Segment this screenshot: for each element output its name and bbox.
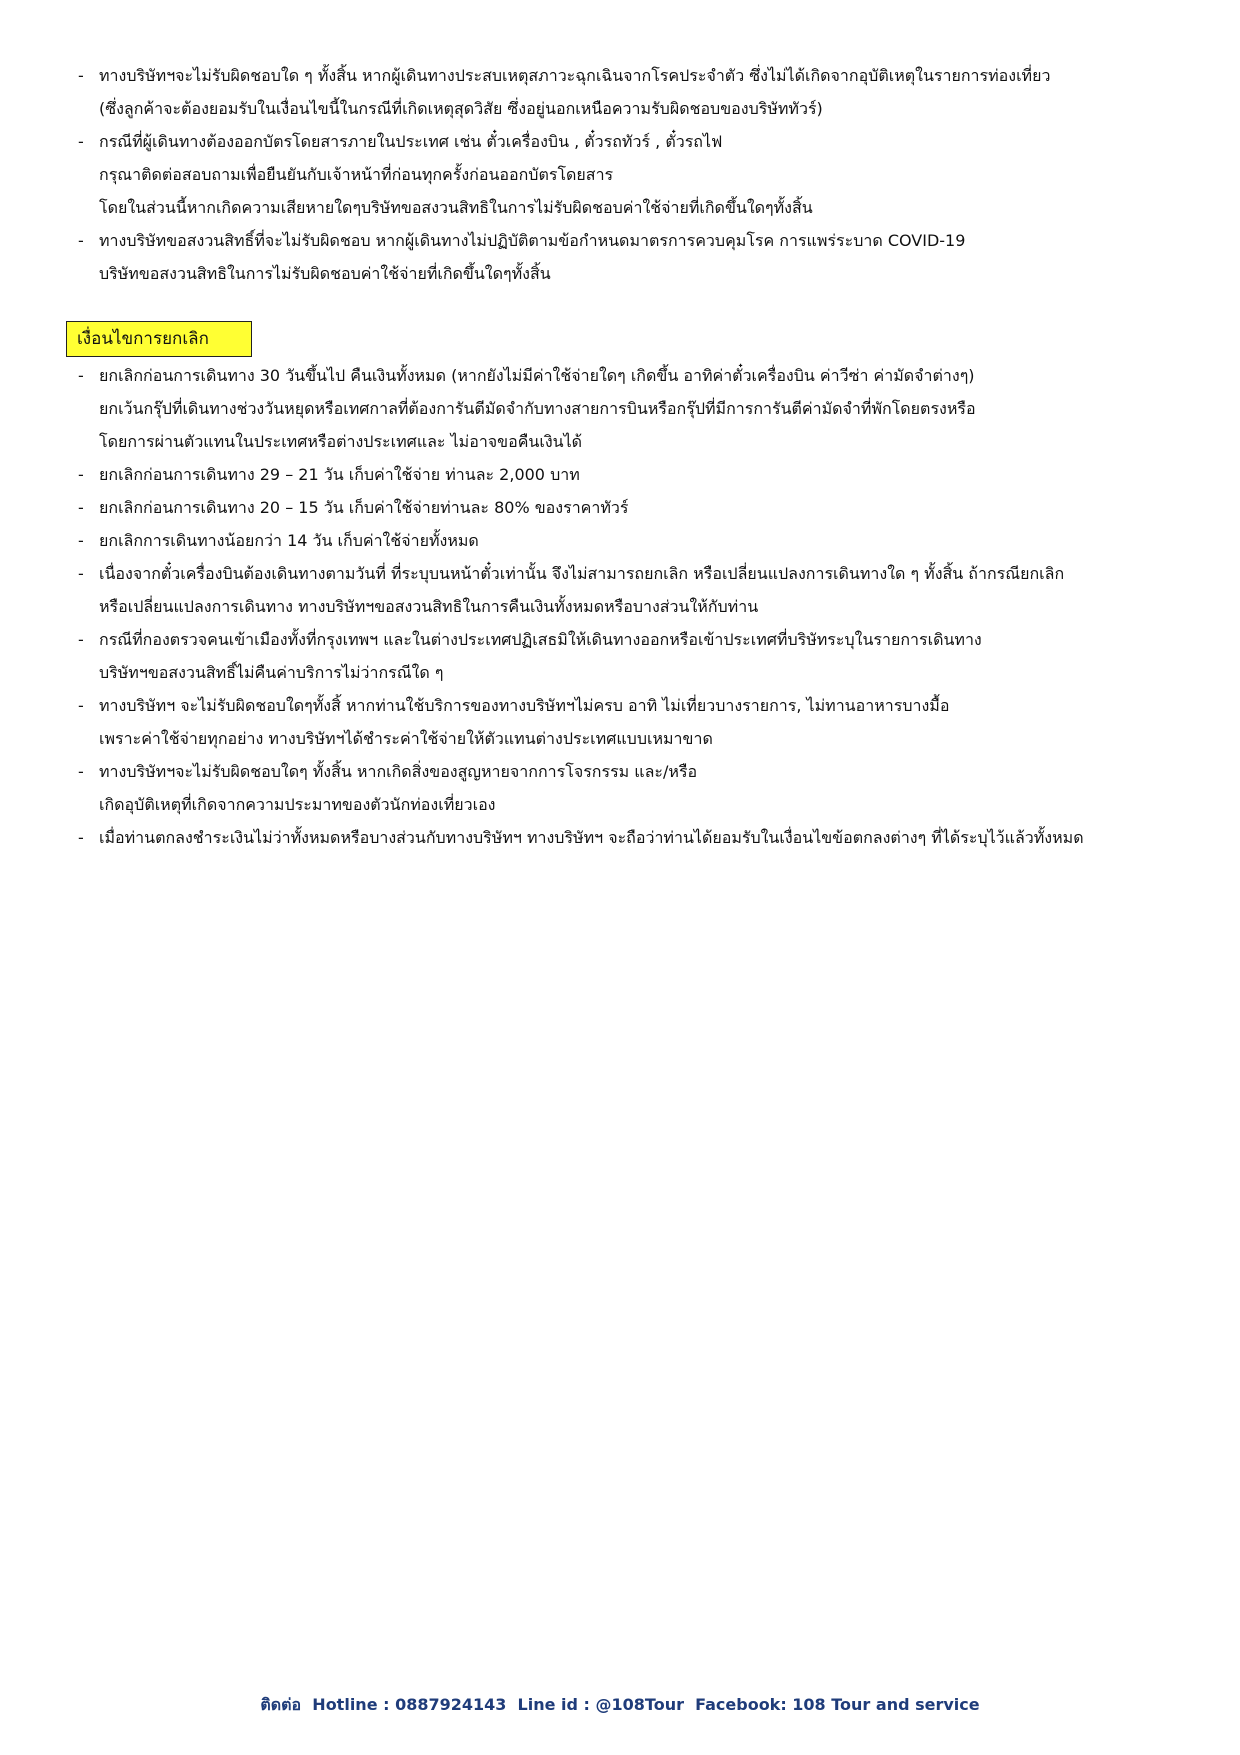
bullet-dash: - [78,531,84,550]
term-line: ยกเลิกก่อนการเดินทาง 30 วันขึ้นไป คืนเงินทั้งหมด (หากยังไม่มีค่าใช้จ่ายใดๆ เกิดขึ้น อาทิค่าตั๋วเครื่องบิน ค่าวีซ่า ค่ามัดจำต่างๆ) [99,366,975,385]
cancellation-terms-list [78,359,1178,854]
term-item [78,458,1178,491]
bullet-dash: - [78,366,84,385]
term-line: ทางบริษัทฯ จะไม่รับผิดชอบใดๆทั้งสิ้ หากท่านใช้บริการของทางบริษัทฯไม่ครบ อาทิ ไม่เที่ยวบางรายการ, ไม่ทานอาหารบางมื้อ [99,696,950,715]
term-item [78,524,1178,557]
bullet-dash: - [78,564,84,583]
term-line: ยกเลิกการเดินทางน้อยกว่า 14 วัน เก็บค่าใช้จ่ายทั้งหมด [99,531,479,550]
term-item [78,359,1178,458]
term-item [78,689,1178,755]
term-item [78,623,1178,689]
term-line: บริษัทขอสงวนสิทธิในการไม่รับผิดชอบค่าใช้จ่ายที่เกิดขึ้นใดๆทั้งสิ้น [99,264,551,283]
bullet-dash: - [78,762,84,781]
term-line: ยกเลิกก่อนการเดินทาง 29 – 21 วัน เก็บค่าใช้จ่าย ท่านละ 2,000 บาท [99,465,580,484]
term-line: ยกเลิกก่อนการเดินทาง 20 – 15 วัน เก็บค่าใช้จ่ายท่านละ 80% ของราคาทัวร์ [99,498,629,517]
term-line: ทางบริษัทขอสงวนสิทธิ์ที่จะไม่รับผิดชอบ หากผู้เดินทางไม่ปฏิบัติตามข้อกำหนดมาตรการควบคุมโรค การแพร่ระบาด COVID-19 [99,231,966,250]
bullet-dash: - [78,132,84,151]
term-line: เกิดอุบัติเหตุที่เกิดจากความประมาทของตัวนักท่องเที่ยวเอง [99,795,496,814]
contact-footer: ติดต่อ Hotline : 0887924143 Line id : @108Tour Facebook: 108 Tour and service [260,1695,980,1714]
term-item [78,491,1178,524]
term-line: เนื่องจากตั๋วเครื่องบินต้องเดินทางตามวันที่ ที่ระบุบนหน้าตั๋วเท่านั้น จึงไม่สามารถยกเลิก หรือเปลี่ยนแปลงการเดินทางใด ๆ ทั้งสิ้น ถ้ากรณียกเลิก [99,564,1065,583]
term-line: โดยในส่วนนี้หากเกิดความเสียหายใดๆบริษัทขอสงวนสิทธิในการไม่รับผิดชอบค่าใช้จ่ายที่เกิดขึ้นใดๆทั้งสิ้น [99,198,813,217]
term-line: (ซึ่งลูกค้าจะต้องยอมรับในเงื่อนไขนี้ในกรณีที่เกิดเหตุสุดวิสัย ซึ่งอยู่นอกเหนือความรับผิดชอบของบริษัททัวร์) [99,99,823,118]
cancellation-heading: เงื่อนไขการยกเลิก [66,321,252,357]
term-line: กรณีที่กองตรวจคนเข้าเมืองทั้งที่กรุงเทพฯ และในต่างประเทศปฏิเสธมิให้เดินทางออกหรือเข้าประเทศที่บริษัทระบุในรายการเดินทาง [99,630,982,649]
term-line: เพราะค่าใช้จ่ายทุกอย่าง ทางบริษัทฯได้ชำระค่าใช้จ่ายให้ตัวแทนต่างประเทศแบบเหมาขาด [99,729,713,748]
top-terms-list [78,59,1178,290]
bullet-dash: - [78,630,84,649]
term-line: หรือเปลี่ยนแปลงการเดินทาง ทางบริษัทฯขอสงวนสิทธิในการคืนเงินทั้งหมดหรือบางส่วนให้กับท่าน [99,597,759,616]
bullet-dash: - [78,231,84,250]
term-line: กรณีที่ผู้เดินทางต้องออกบัตรโดยสารภายในประเทศ เช่น ตั๋วเครื่องบิน , ตั๋วรถทัวร์ , ตั๋วรถไฟ [99,132,723,151]
term-line: โดยการผ่านตัวแทนในประเทศหรือต่างประเทศและ ไม่อาจขอคืนเงินได้ [99,432,583,451]
term-item [78,224,1178,290]
term-line: ยกเว้นกรุ๊ปที่เดินทางช่วงวันหยุดหรือเทศกาลที่ต้องการันตีมัดจำกับทางสายการบินหรือกรุ๊ปที่มีการการันตีค่ามัดจำที่พักโดยตรงหรือ [99,399,976,418]
bullet-dash: - [78,828,84,847]
term-item [78,557,1178,623]
bullet-dash: - [78,696,84,715]
term-line: ทางบริษัทฯจะไม่รับผิดชอบใดๆ ทั้งสิ้น หากเกิดสิ่งของสูญหายจากการโจรกรรม และ/หรือ [99,762,698,781]
term-line: กรุณาติดต่อสอบถามเพื่อยืนยันกับเจ้าหน้าที่ก่อนทุกครั้งก่อนออกบัตรโดยสาร [99,165,614,184]
term-item [78,755,1178,821]
term-line: ทางบริษัทฯจะไม่รับผิดชอบใด ๆ ทั้งสิ้น หากผู้เดินทางประสบเหตุสภาวะฉุกเฉินจากโรคประจำตัว ซึ่งไม่ได้เกิดจากอุบัติเหตุในรายการท่องเที่ยว [99,66,1051,85]
bullet-dash: - [78,465,84,484]
term-item [78,821,1178,854]
term-line: บริษัทฯขอสงวนสิทธิ์ไม่คืนค่าบริการไม่ว่ากรณีใด ๆ [99,663,444,682]
term-line: เมื่อท่านตกลงชำระเงินไม่ว่าทั้งหมดหรือบางส่วนกับทางบริษัทฯ ทางบริษัทฯ จะถือว่าท่านได้ยอมรับในเงื่อนไขข้อตกลงต่างๆ ที่ได้ระบุไว้แล้วทั้งหมด [99,828,1084,847]
term-item [78,125,1178,224]
bullet-dash: - [78,66,84,85]
bullet-dash: - [78,498,84,517]
term-item [78,59,1178,125]
